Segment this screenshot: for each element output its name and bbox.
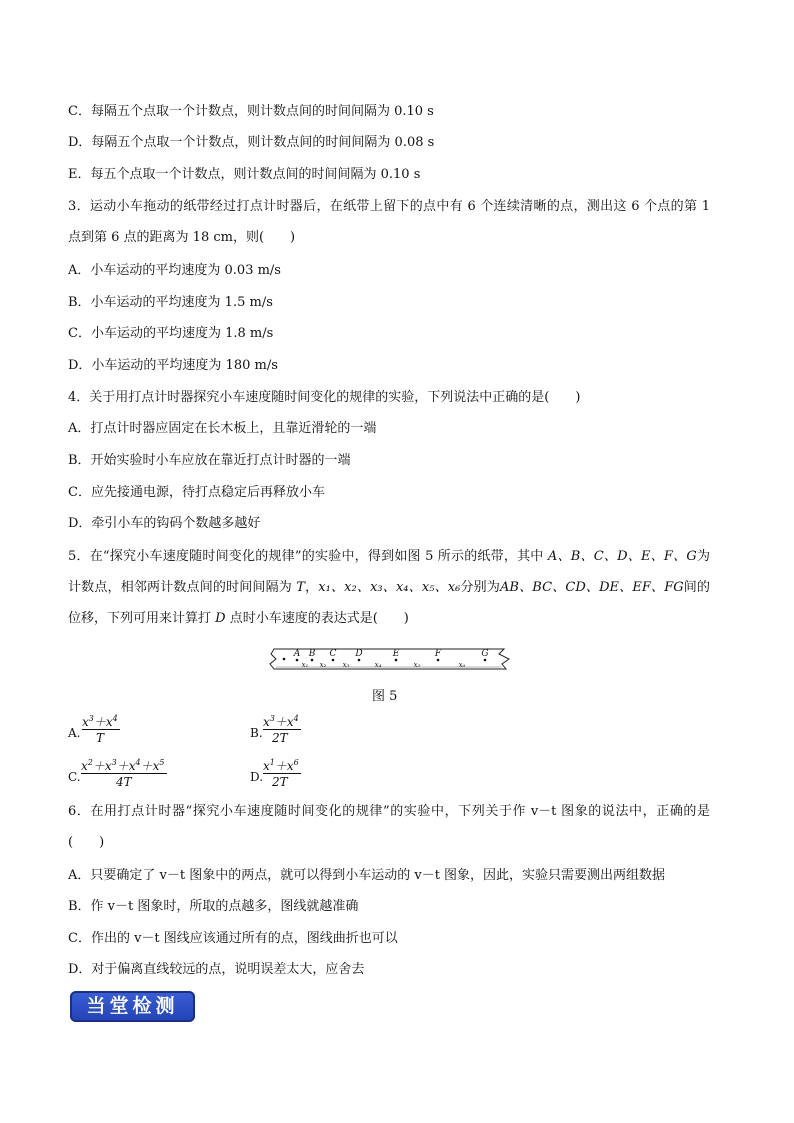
q5-text-2: 为计数点，相邻两计数点间的时间间隔为 [68, 549, 710, 595]
option-c-0.10s: C．每隔五个点取一个计数点，则计数点间的时间间隔为 0.10 s [68, 104, 434, 119]
tape-point-label: G [481, 649, 489, 659]
tape-point-label: F [434, 649, 442, 659]
answer-c-label: C. [68, 770, 81, 784]
answer-a-denominator: T [96, 731, 105, 745]
answer-a-label: A. [68, 726, 81, 740]
q4-option-c: C．应先接通电源，待打点稳定后再释放小车 [68, 485, 325, 500]
q4-option-a: A．打点计时器应固定在长木板上，且靠近滑轮的一端 [68, 421, 377, 436]
tape-dot-D [358, 659, 361, 662]
q5-text-1: 5．在“探究小车速度随时间变化的规律”的实验中，得到如图 5 所示的纸带，其中 [68, 549, 548, 564]
q5-text-6: 点时小车速度的表达式是( ) [225, 611, 409, 626]
answer-d-numerator: $x^1+x^6$ [263, 758, 299, 773]
question-6: 6．在用打点计时器“探究小车速度随时间变化的规律”的实验中，下列关于作 v－t 图象的说法中，正确的是( ) [68, 804, 710, 850]
tape-point-label: A [293, 649, 301, 659]
fraction-bar [82, 729, 120, 730]
tape-point-label: C [329, 649, 337, 659]
answer-c-denominator: 4T [116, 775, 132, 789]
q3-option-c: C．小车运动的平均速度为 1.8 m/s [68, 326, 274, 341]
answer-b-denominator: 2T [272, 731, 288, 745]
fraction-bar [263, 729, 301, 730]
paper-tape-figure [268, 643, 513, 675]
q6-option-c: C．作出的 v－t 图线应该通过所有的点，图线曲折也可以 [68, 931, 398, 946]
answer-d-denominator: 2T [272, 775, 288, 789]
answer-a [68, 713, 148, 753]
option-e-0.10s: E．每五个点取一个计数点，则计数点间的时间间隔为 0.10 s [68, 167, 421, 182]
answer-c [68, 757, 178, 797]
answer-b-numerator: $x^3+x^4$ [263, 714, 299, 729]
answer-b [250, 713, 330, 753]
tape-point-label: B [308, 649, 316, 659]
in-class-test-banner: 当堂检测 [70, 991, 195, 1022]
q5-point-d: D [215, 611, 226, 626]
dot-start [283, 658, 286, 661]
tape-segment-label: x₂ [319, 661, 327, 669]
q5-text-3: ， [304, 580, 319, 595]
question-4: 4．关于用打点计时器探究小车速度随时间变化的规律的实验，下列说法中正确的是( ) [68, 390, 581, 405]
q5-segments: AB、BC、CD、DE、EF、FG [500, 580, 684, 595]
tape-point-label: D [355, 649, 363, 659]
q3-option-b: B．小车运动的平均速度为 1.5 m/s [68, 295, 273, 310]
answer-b-label: B. [250, 726, 263, 740]
q3-option-d: D．小车运动的平均速度为 180 m/s [68, 358, 278, 373]
q6-option-b: B．作 v－t 图象时，所取的点越多，图线就越准确 [68, 899, 359, 914]
q5-text-5: 间的位移，下列可用来计算打 [68, 580, 710, 626]
q5-interval: T [296, 580, 305, 595]
q6-option-d: D．对于偏离直线较远的点，说明误差太大，应舍去 [68, 962, 365, 977]
q5-text-4: 分别为 [460, 580, 500, 595]
tape-dot-E [395, 659, 398, 662]
tape-dot-G [484, 659, 487, 662]
tape-segment-label: x₁ [301, 661, 309, 669]
question-5 [68, 541, 710, 634]
fraction-bar [263, 773, 301, 774]
figure-caption: 图 5 [372, 689, 398, 704]
q4-option-b: B．开始实验时小车应放在靠近打点计时器的一端 [68, 453, 351, 468]
q4-option-d: D．牵引小车的钩码个数越多越好 [68, 516, 261, 531]
q6-option-a: A．只要确定了 v－t 图象中的两点，就可以得到小车运动的 v－t 图象，因此，实验只需要测出两组数据 [68, 868, 666, 883]
q5-points: A、B、C、D、E、F、G [547, 549, 697, 564]
answer-d-label: D. [250, 770, 264, 784]
tape-segment-label: x₄ [374, 661, 382, 669]
tape-segment-label: x₅ [413, 661, 421, 669]
tape-dot-A [296, 659, 299, 662]
tape-dot-C [332, 659, 335, 662]
q5-displacements: x₁、x₂、x₃、x₄、x₅、x₆ [318, 580, 461, 595]
option-d-0.08s: D．每隔五个点取一个计数点，则计数点间的时间间隔为 0.08 s [68, 135, 435, 150]
answer-a-numerator: $x^3+x^4$ [82, 714, 118, 729]
tape-point-label: E [392, 649, 400, 659]
tape-dot-F [437, 659, 440, 662]
tape-segment-label: x₃ [342, 661, 350, 669]
question-3: 3．运动小车拖动的纸带经过打点计时器后，在纸带上留下的点中有 6 个连续清晰的点，测出这 6 个点的第 1 点到第 6 点的距离为 18 cm，则( ) [68, 199, 710, 245]
tape-segment-label: x₆ [458, 661, 466, 669]
answer-d [250, 757, 330, 797]
q3-option-a: A．小车运动的平均速度为 0.03 m/s [68, 263, 281, 278]
tape-dot-B [311, 659, 314, 662]
answer-c-numerator: $x^2+x^3+x^4+x^5$ [81, 758, 165, 773]
fraction-bar [81, 773, 167, 774]
